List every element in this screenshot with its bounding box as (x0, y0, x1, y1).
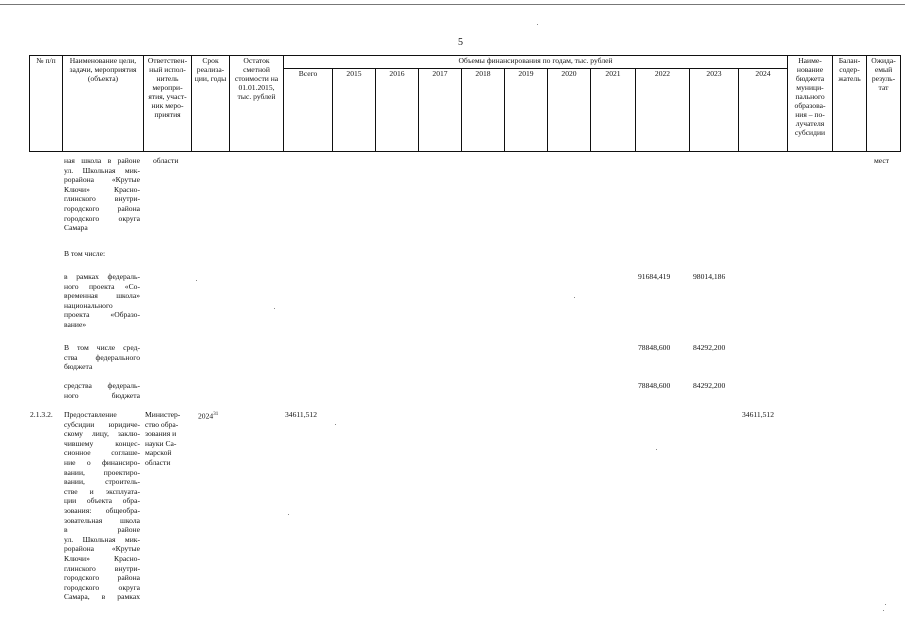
item-number: 2.1.3.2. (30, 410, 53, 419)
scan-speck (537, 24, 538, 25)
federal-project-2023: 98014,186 (693, 272, 726, 281)
incl-federal-2022: 78848,600 (638, 343, 671, 352)
header-holder: Балан-содер-жатель (833, 56, 867, 152)
header-year: 2022 (636, 69, 690, 152)
table-header (29, 55, 901, 152)
header-total: Всего (284, 69, 333, 152)
header-year: 2018 (462, 69, 505, 152)
incl-federal-2023: 84292,200 (693, 343, 726, 352)
header-name: Наименование цели, задачи, мероприятия (объекта) (63, 56, 144, 152)
header-no: № п/п (30, 56, 63, 152)
scan-speck (885, 604, 886, 605)
header-year: 2021 (591, 69, 636, 152)
federal-funds-2022: 78848,600 (638, 381, 671, 390)
header-year: 2017 (419, 69, 462, 152)
item-total: 34611,512 (285, 410, 317, 419)
header-year: 2019 (505, 69, 548, 152)
scan-speck (883, 610, 884, 611)
scan-speck (274, 308, 275, 309)
header-year: 2023 (690, 69, 739, 152)
header-year: 2016 (376, 69, 419, 152)
incl-federal-text: В том числе сред- ства федерального бюджета (64, 343, 140, 372)
header-result: Ожида-емый резуль-тат (867, 56, 901, 152)
header-financing: Объемы финансирования по годам, тыс. рублей (284, 56, 788, 69)
scan-speck (574, 297, 575, 298)
cont-result: мест (874, 156, 890, 165)
scan-speck (196, 280, 197, 281)
header-year: 2020 (548, 69, 591, 152)
header-year: 2015 (333, 69, 376, 152)
scan-speck (288, 514, 289, 515)
item-name-text: Предоставление субсидии юридиче- скому лицу, заклю- чившему концес- сионное соглаше- ние о финансиро- вании, проектиро- вании, строитель- стве и эксплуата- ции объекта обра- зования: общеобра- зовательная школа в районе ул. Школьная мик- рорайона «Крутые Ключи» Красно- глинского внутри- городского района городского округа Самара, в рамках (64, 410, 140, 602)
scan-speck (335, 424, 336, 425)
header-term: Срок реализа-ции, годы (192, 56, 230, 152)
header-year: 2024 (739, 69, 788, 152)
scan-top-edge (0, 4, 905, 5)
header-responsible: Ответствен-ный испол-нитель меропри-ятия, участ-ник меро-приятия (144, 56, 192, 152)
including-label: В том числе: (64, 249, 106, 258)
scan-speck (656, 449, 657, 450)
federal-funds-text: средства федераль- ного бюджета (64, 381, 140, 400)
item-term: 2024$^{31}$ (198, 411, 219, 421)
federal-project-text: в рамках федераль- ного проекта «Со- временная школа» национального проекта «Образо- вание» (64, 272, 140, 329)
header-remaining-cost: Остаток сметной стоимости на 01.01.2015, тыс. рублей (230, 56, 284, 152)
item-2024: 34611,512 (742, 410, 774, 419)
cont-name-text: ная школа в районе ул. Школьная мик- рорайона «Крутые Ключи» Красно- глинского внутри- городского района городского округа Самара (64, 156, 140, 233)
item-responsible: Министер- ство обра- зования и науки Са- марской области (145, 410, 181, 467)
federal-funds-2023: 84292,200 (693, 381, 726, 390)
page-number: 5 (458, 37, 463, 48)
cont-responsible: области (153, 156, 179, 165)
federal-project-2022: 91684,419 (638, 272, 671, 281)
header-budget: Наиме-нование бюджета муници-пального образова-ния – по-лучателя субсидии (788, 56, 833, 152)
item-term-footnote: 31 (213, 412, 219, 417)
